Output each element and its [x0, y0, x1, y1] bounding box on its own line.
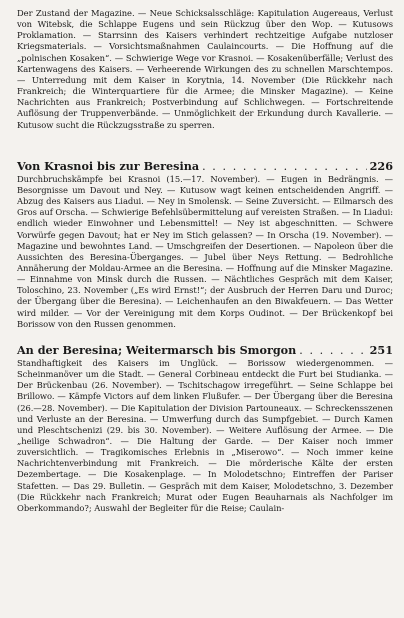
chapter-summary-paragraph: Der Zustand der Magazine. — Neue Schicksalsschläge: Kapitulation Augereaus, Verlust von Witebsk, die Schlappe Eugens und sein Rückzug über den Wop. — Kutusows Proklamation. — Starrsinn des Kaisers verhindert rechtzeitige Aufgabe nutzloser Kriegsmaterials. — Vorsichtsmaßnahmen Caulaincourts. — Die Hoffnung auf die „polnischen Kosaken“. — Schwierige Wege vor Krasnoi. — Kosakenüberfälle; Verlust des Kartenwagens des Kaisers. — Verheerende Wirkungen des zu schnellen Marschtempos. — Unterredung mit dem Kaiser in Korytnia, 14. November (Die Rückkehr nach Frankreich; die Winterquartiere für die Armee; die Minsker Magazine). — Keine Nachrichten aus Frankreich; Postverbindung auf Schlichwegen. — Fortschreitende Auflösung der Truppenverbände. — Unmöglichkeit der Erkundung durch Kavallerie. — Kutusow sucht die Rückzugsstraße zu sperren. [17, 8, 393, 130]
section-summary-paragraph: Standhaftigkeit des Kaisers im Unglück. — Borissow wiedergenommen. — Scheinmanöver um die Stadt. — General Corbineau entdeckt die Furt bei Studianka. — Der Brückenbau (26. November). — Tschitschagow irregeführt. — Seine Schlappe bei Brillowo. — Kämpfe Victors auf dem linken Flußufer. — Der Übergang über die Beresina (26.—28. November). — Die Kapitulation der Division Partouneaux. — Schreckensszenen und Verluste an der Beresina. — Umwerfung durch das Sumpfgebiet. — Durch Kamen und Pleschtschenizi (29. bis 30. November). — Weitere Auflösung der Armee. — Die „heilige Schwadron“. — Die Haltung der Garde. — Der Kaiser noch immer zuversichtlich. — Tragikomisches Erlebnis in „Miserowo“. — Noch immer keine Nachrichtenverbindung mit Frankreich. — Die mörderische Kälte der ersten Dezembertage. — Die Kosakenplage. — In Molodetschno; Eintreffen der Pariser Stafetten. — Das 29. Bulletin. — Gespräch mit dem Kaiser, Molodetschno, 3. Dezember (Die Rückkehr nach Frankreich; Murat oder Eugen Beauharnais als Nachfolger im Oberkommando?; Auswahl der Begleiter für die Reise; Caulain- [17, 357, 393, 513]
section-heading [17, 160, 393, 173]
dot-leader [299, 344, 366, 357]
section-summary-paragraph: Durchbruchskämpfe bei Krasnoi (15.—17. November). — Eugen in Bedrängnis. — Besorgnisse um Davout und Ney. — Kutusow wagt keinen entscheidenden Angriff. — Abzug des Kaisers aus Liadui. — Ney in Smolensk. — Seine Zuversicht. — Eilmarsch des Gros auf Orscha. — Schwierige Befehlsübermittelung auf vereisten Straßen. — In Liadui: endlich wieder Einwohner und Lebensmittel! — Ney ist abgeschnitten. — Schwere Vorwürfe gegen Davout; hat er Ney im Stich gelassen? — In Orscha (19. November). — Magazine und bewohntes Land. — Umschgreifen der Desertionen. — Napoleon über die Aussichten des Beresina-Überganges. — Jubel über Neys Rettung. — Bedrohliche Annäherung der Moldau-Armee an die Beresina. — Hoffnung auf die Minsker Magazine. — Einnahme von Minsk durch die Russen. — Nächtliches Gespräch mit dem Kaiser, Toloschino, 23. November („Es wird Ernst!“; der Ausbruch der Herren Daru und Duroc; der Übergang über die Beresina). — Leichenhaufen an den Biwakfeuern. — Das Wetter wird milder. — Vor der Vereinigung mit dem Korps Oudinot. — Der Brückenkopf bei Borissow von den Russen genommen. [17, 173, 393, 329]
dot-leader [202, 160, 367, 173]
section-heading [17, 344, 393, 357]
section-page-number: 226 [369, 158, 393, 173]
section-title: An der Beresina; Weitermarsch bis Smorgon [17, 342, 297, 357]
section-title: Von Krasnoi bis zur Beresina [17, 158, 200, 173]
section-page-number: 251 [369, 342, 393, 357]
